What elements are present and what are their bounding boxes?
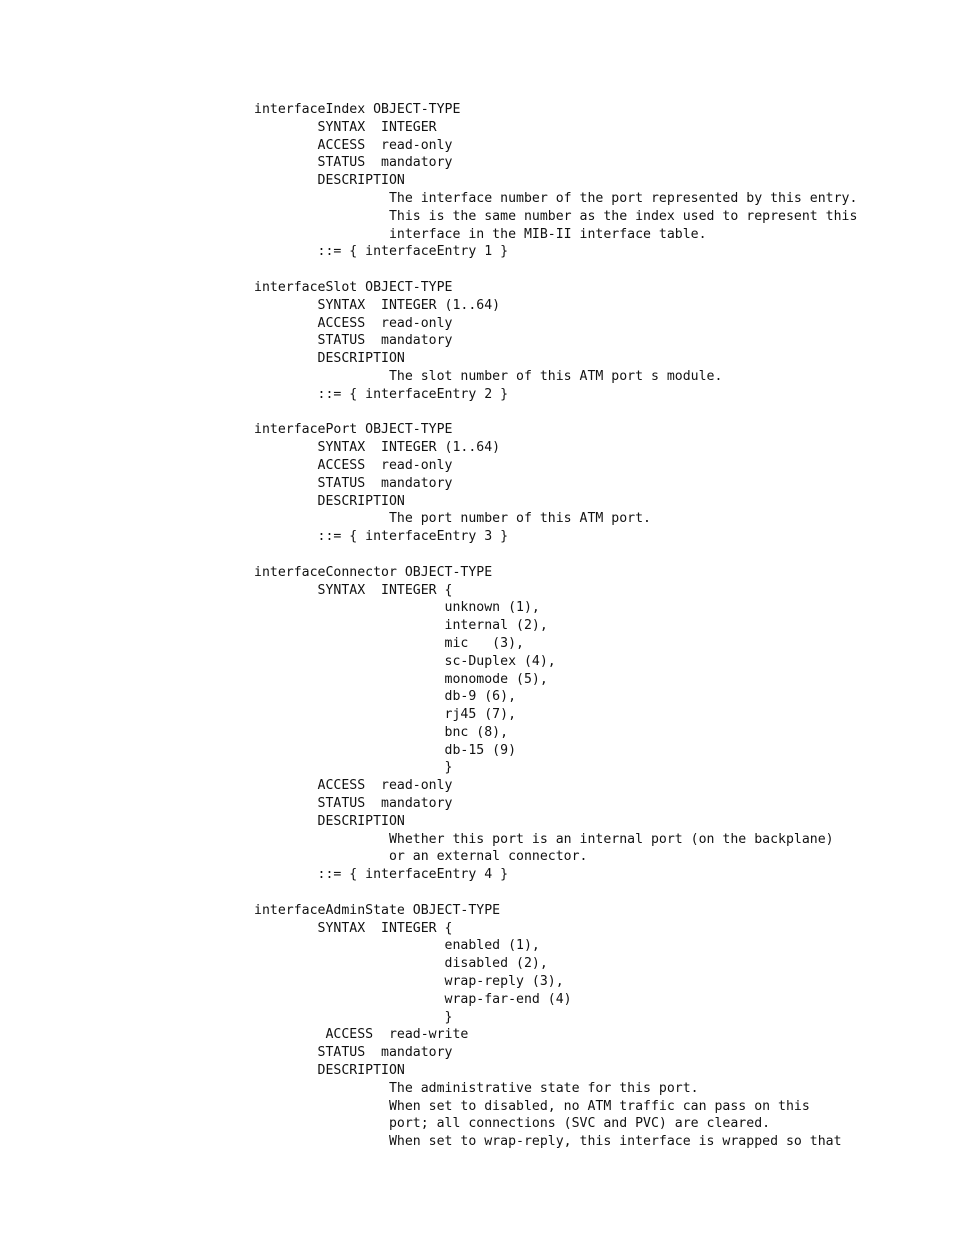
clause-line: DESCRIPTION <box>254 351 405 367</box>
description-text-line: mic (3), <box>254 635 524 651</box>
clause-line: ACCESS read-only <box>254 315 453 331</box>
description-text-line: disabled (2), <box>254 956 548 972</box>
object-assignment-line: ::= { interfaceEntry 1 } <box>254 244 509 260</box>
object-type-heading: interfaceIndex OBJECT-TYPE <box>254 102 461 117</box>
blank-line <box>254 884 914 902</box>
description-text-line: interface in the MIB-II interface table. <box>254 226 707 242</box>
clause-line: DESCRIPTION <box>254 813 405 829</box>
description-text-line: port; all connections (SVC and PVC) are cleared. <box>254 1116 771 1132</box>
object-assignment-line: ::= { interfaceEntry 4 } <box>254 867 509 883</box>
description-text-line: The port number of this ATM port. <box>254 511 651 527</box>
clause-line: ACCESS read-only <box>254 457 453 473</box>
blank-line <box>254 404 914 422</box>
clause-line: STATUS mandatory <box>254 475 453 491</box>
description-text-line: wrap-reply (3), <box>254 974 564 990</box>
object-assignment-line: ::= { interfaceEntry 2 } <box>254 386 509 402</box>
description-text-line: } <box>254 760 453 776</box>
description-text-line: internal (2), <box>254 618 548 634</box>
clause-line: SYNTAX INTEGER <box>254 119 437 135</box>
description-text-line: db-15 (9) <box>254 742 517 758</box>
description-text-line: wrap-far-end (4) <box>254 991 572 1007</box>
object-assignment-line: ::= { interfaceEntry 3 } <box>254 529 509 545</box>
clause-line: SYNTAX INTEGER { <box>254 920 453 936</box>
description-text-line: The slot number of this ATM port s module. <box>254 368 723 384</box>
clause-line: ACCESS read-write <box>254 1027 469 1043</box>
description-text-line: monomode (5), <box>254 671 548 687</box>
clause-line: DESCRIPTION <box>254 173 405 189</box>
mib-definition-listing <box>254 101 914 1151</box>
blank-line <box>254 261 914 279</box>
clause-line: SYNTAX INTEGER (1..64) <box>254 440 501 456</box>
description-text-line: bnc (8), <box>254 724 509 740</box>
description-text-line: } <box>254 1009 453 1025</box>
clause-line: ACCESS read-only <box>254 137 453 153</box>
description-text-line: When set to disabled, no ATM traffic can pass on this <box>254 1098 810 1114</box>
description-text-line: or an external connector. <box>254 849 588 865</box>
description-text-line: When set to wrap-reply, this interface is wrapped so that <box>254 1134 842 1150</box>
clause-line: STATUS mandatory <box>254 333 453 349</box>
clause-line: DESCRIPTION <box>254 1063 405 1079</box>
description-text-line: sc-Duplex (4), <box>254 653 556 669</box>
description-text-line: unknown (1), <box>254 600 540 616</box>
description-text-line: The administrative state for this port. <box>254 1080 699 1096</box>
description-text-line: Whether this port is an internal port (on the backplane) <box>254 831 834 847</box>
clause-line: SYNTAX INTEGER (1..64) <box>254 297 501 313</box>
object-type-heading: interfaceConnector OBJECT-TYPE <box>254 564 493 580</box>
object-type-heading: interfaceSlot OBJECT-TYPE <box>254 279 453 295</box>
clause-line: ACCESS read-only <box>254 778 453 794</box>
object-type-heading: interfacePort OBJECT-TYPE <box>254 422 453 438</box>
description-text-line: This is the same number as the index used to represent this <box>254 208 858 224</box>
object-type-heading: interfaceAdminState OBJECT-TYPE <box>254 902 501 918</box>
description-text-line: The interface number of the port represented by this entry. <box>254 190 858 206</box>
description-text-line: rj45 (7), <box>254 707 517 723</box>
clause-line: DESCRIPTION <box>254 493 405 509</box>
clause-line: SYNTAX INTEGER { <box>254 582 453 598</box>
clause-line: STATUS mandatory <box>254 155 453 171</box>
blank-line <box>254 546 914 564</box>
clause-line: STATUS mandatory <box>254 1045 453 1061</box>
description-text-line: enabled (1), <box>254 938 540 954</box>
clause-line: STATUS mandatory <box>254 796 453 812</box>
description-text-line: db-9 (6), <box>254 689 517 705</box>
